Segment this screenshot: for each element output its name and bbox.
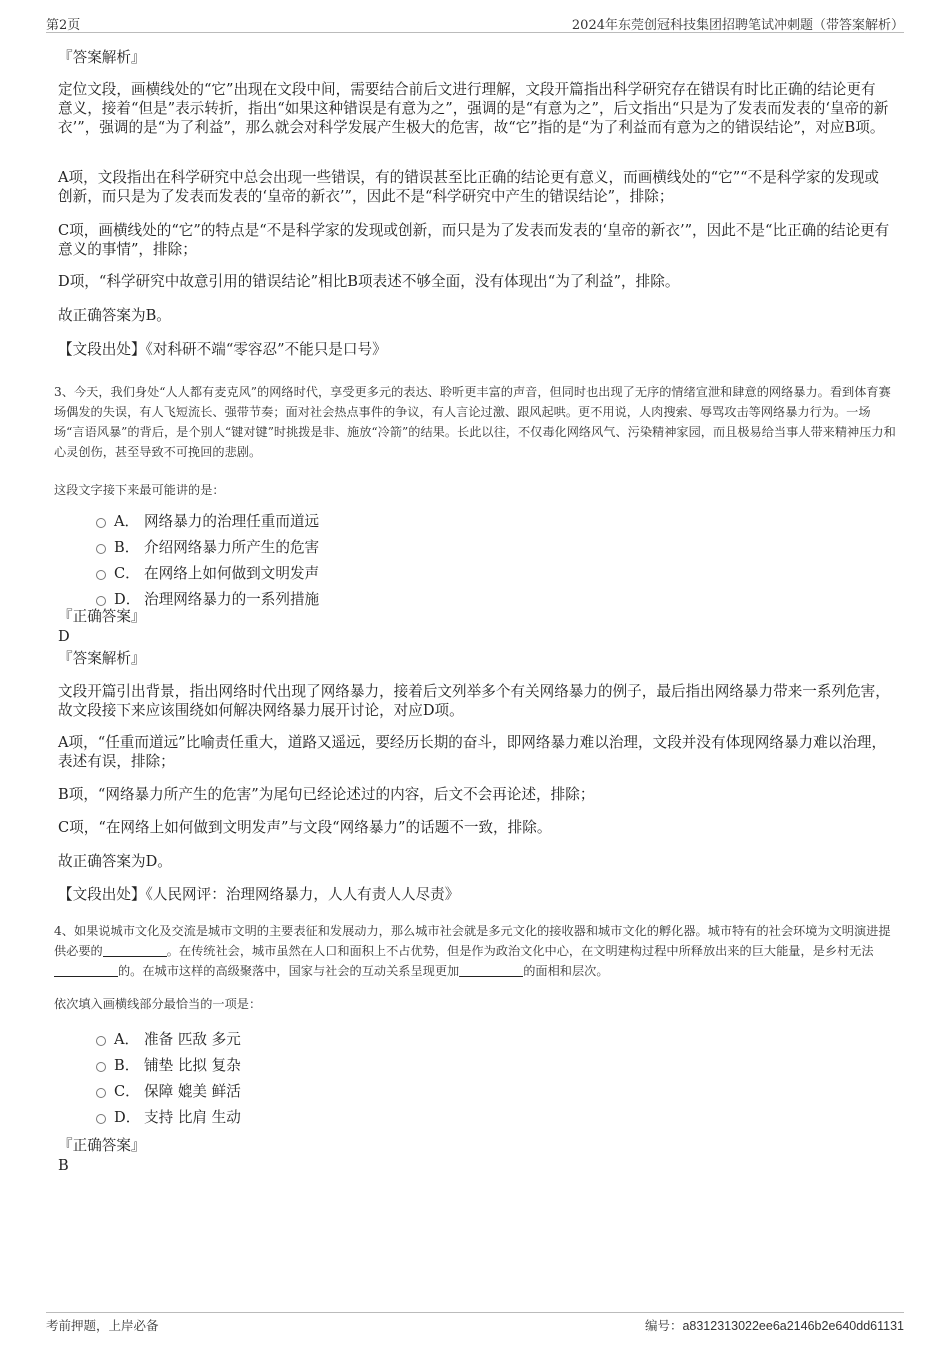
radio-icon[interactable] (96, 544, 106, 554)
q3-option-d[interactable]: D． 治理网络暴力的一系列措施 (96, 590, 319, 610)
radio-icon[interactable] (96, 1036, 106, 1046)
radio-icon[interactable] (96, 596, 106, 606)
document-title: 2024年东莞创冠科技集团招聘笔试冲刺题（带答案解析） (571, 18, 904, 33)
footer-slogan: 考前押题，上岸必备 (46, 1318, 159, 1333)
page-number: 第2页 (46, 18, 81, 33)
page-footer (46, 1312, 904, 1335)
q3-answer-heading: 『正确答案』 (58, 608, 146, 625)
q3-analysis-conclusion: 故正确答案为D。 (58, 853, 172, 870)
document-code: 编号：a8312313022ee6a2146b2e640dd61131 (644, 1318, 904, 1333)
q2-analysis-heading: 『答案解析』 (58, 49, 146, 66)
fill-blank-1 (103, 943, 167, 957)
q3-option-b[interactable]: B． 介绍网络暴力所产生的危害 (96, 538, 319, 558)
q2-source: 【文段出处】《对科研不端“零容忍”不能只是口号》 (58, 341, 387, 358)
q4-option-b[interactable]: B． 铺垫 比拟 复杂 (96, 1056, 241, 1076)
fill-blank-2 (54, 963, 118, 977)
q3-prompt: 这段文字接下来最可能讲的是： (54, 483, 225, 497)
radio-icon[interactable] (96, 570, 106, 580)
radio-icon[interactable] (96, 518, 106, 528)
q3-source: 【文段出处】《人民网评：治理网络暴力，人人有责人人尽责》 (58, 886, 460, 903)
radio-icon[interactable] (96, 1088, 106, 1098)
q2-analysis-paragraph-2: A项，文段指出在科学研究中总会出现一些错误，有的错误甚至比正确的结论更有意义，而画横线处的“它”“不是科学家的发现或创新，而只是为了发表而发表的‘皇帝的新衣’”，因此不是“科学研究中产生的错误结论”，排除； (58, 169, 879, 205)
q4-option-d[interactable]: D． 支持 比肩 生动 (96, 1108, 241, 1128)
q2-analysis-conclusion: 故正确答案为B。 (58, 307, 171, 324)
q4-option-c[interactable]: C． 保障 媲美 鲜活 (96, 1082, 241, 1102)
q4-prompt: 依次填入画横线部分最恰当的一项是： (54, 997, 262, 1011)
q3-analysis-paragraph-1: 文段开篇引出背景，指出网络时代出现了网络暴力，接着后文列举多个有关网络暴力的例子，最后指出网络暴力带来一系列危害，故文段接下来应该围绕如何解决网络暴力展开讨论，对应D项。 (58, 683, 890, 719)
q3-stem: 3、今天，我们身处“人人都有麦克风”的网络时代，享受更多元的表达、聆听更丰富的声音，但同时也出现了无序的情绪宣泄和肆意的网络暴力。看到体育赛场偶发的失误，有人飞短流长、强带节奏；面对社会热点事件的争议，有人言论过激、跟风起哄。更不用说，人肉搜索、辱骂攻击等网络暴力行为。一场场“言语风暴”的背后，是个别人“键对键”时挑拨是非、施放“冷箭”的结果。长此以往，不仅毒化网络风气、污染精神家园，而且极易给当事人带来精神压力和心灵创伤，甚至导致不可挽回的悲剧。 (54, 385, 896, 459)
q3-answer: D (58, 628, 70, 645)
q3-analysis-paragraph-3: B项，“网络暴力所产生的危害”为尾句已经论述过的内容，后文不会再论述，排除； (58, 786, 595, 803)
page-header (46, 12, 904, 33)
radio-icon[interactable] (96, 1062, 106, 1072)
q4-answer-heading: 『正确答案』 (58, 1137, 146, 1154)
q3-analysis-heading: 『答案解析』 (58, 650, 146, 667)
q2-analysis-paragraph-1: 定位文段，画横线处的“它”出现在文段中间，需要结合前后文进行理解，文段开篇指出科学研究存在错误有时比正确的结论更有意义，接着“但是”表示转折，指出“如果这种错误是有意为之”，强调的是“有意为之”，后文指出“只是为了发表而发表的‘皇帝的新衣’”，强调的是“为了利益”，那么就会对科学发展产生极大的危害，故“它”指的是“为了利益而有意为之的错误结论”，对应B项。 (58, 81, 889, 136)
q2-analysis-paragraph-3: C项，画横线处的“它”的特点是“不是科学家的发现或创新，而只是为了发表而发表的‘皇帝的新衣’”，因此不是“比正确的结论更有意义的事情”，排除； (58, 222, 890, 258)
q4-answer: B (58, 1157, 69, 1174)
radio-icon[interactable] (96, 1114, 106, 1124)
q2-analysis-paragraph-4: D项，“科学研究中故意引用的错误结论”相比B项表述不够全面，没有体现出“为了利益”，排除。 (58, 273, 680, 290)
q4-stem: 4、如果说城市文化及交流是城市文明的主要表征和发展动力，那么城市社会就是多元文化的接收器和城市文化的孵化器。城市特有的社会环境为文明演进提供必要的 。在传统社会，城市虽然在人口和面积上不占优势，但是作为政治文化中心，在文明建构过程中所释放出来的巨大能量，是乡村无法的。在城市这样的高级聚落中，国家与社会的互动关系呈现更加 的面相和层次。 (54, 924, 891, 978)
q4-option-a[interactable]: A． 准备 匹敌 多元 (96, 1030, 241, 1050)
q3-analysis-paragraph-2: A项，“任重而道远”比喻责任重大，道路又遥远，要经历长期的奋斗，即网络暴力难以治理，文段并没有体现网络暴力难以治理，表述有误，排除； (58, 734, 887, 770)
fill-blank-3 (459, 963, 523, 977)
q3-analysis-paragraph-4: C项，“在网络上如何做到文明发声”与文段“网络暴力”的话题不一致，排除。 (58, 819, 552, 836)
q3-option-c[interactable]: C． 在网络上如何做到文明发声 (96, 564, 319, 584)
q3-option-a[interactable]: A． 网络暴力的治理任重而道远 (96, 512, 319, 532)
